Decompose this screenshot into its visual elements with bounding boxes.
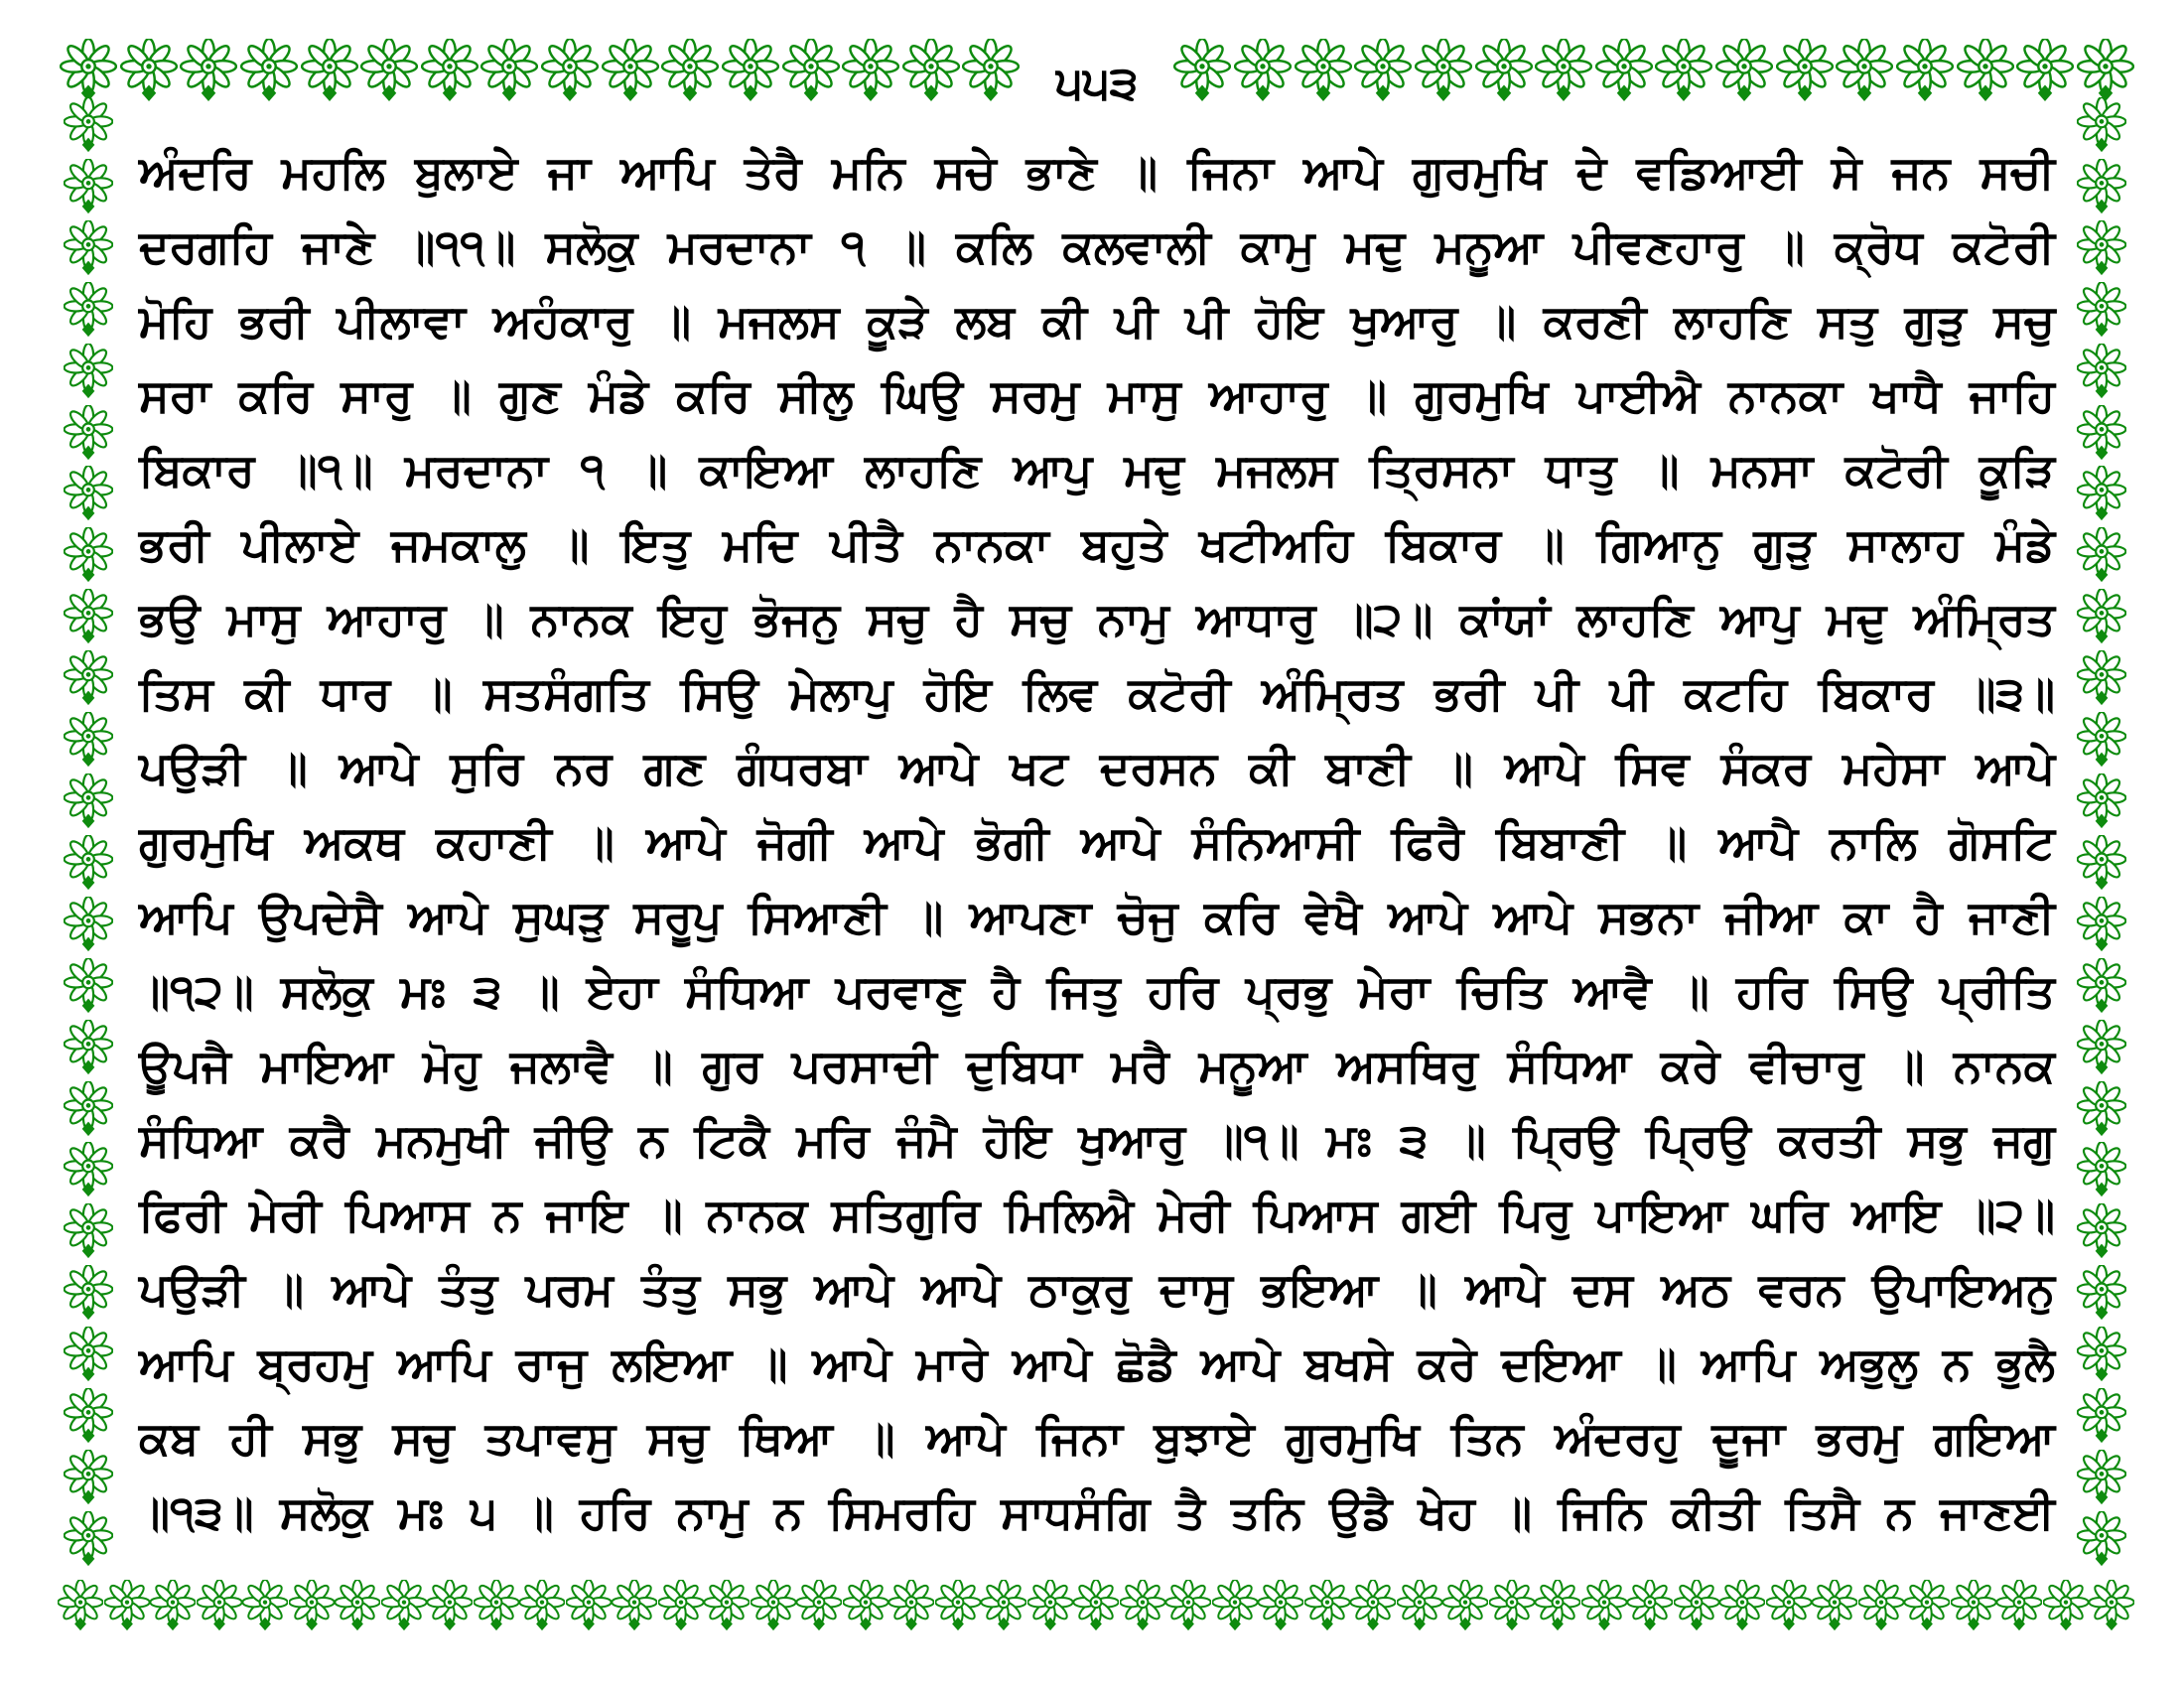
flower-ornament-icon	[242, 1580, 288, 1631]
flower-ornament-icon	[104, 1580, 150, 1631]
flower-ornament-icon	[1475, 39, 1533, 102]
flower-ornament-icon	[1415, 39, 1472, 102]
flower-ornament-icon	[1776, 39, 1834, 102]
flower-ornament-icon	[150, 1580, 196, 1631]
flower-ornament-icon	[1295, 39, 1352, 102]
flower-ornament-icon	[1719, 1580, 1765, 1631]
text-line: ਆਪਿ ਬ੍ਰਹਮੁ ਆਪਿ ਰਾਜੁ ਲਇਆ ॥ ਆਪੇ ਮਾਰੇ ਆਪੇ ਛੋਡੈ ਆਪੇ ਬਖਸੇ ਕਰੇ ਦਇਆ ॥ ਆਪਿ ਅਭੁਲੁ ਨ ਭੁਲੈ	[139, 1336, 2055, 1390]
flower-ornament-icon	[962, 39, 1020, 102]
text-line: ॥੧੩॥ ਸਲੋਕੁ ਮਃ ੫ ॥ ਹਰਿ ਨਾਮੁ ਨ ਸਿਮਰਹਿ ਸਾਧਸੰਗਿ ਤੈ ਤਨਿ ਉਡੈ ਖੇਹ ॥ ਜਿਨਿ ਕੀਤੀ ਤਿਸੈ ਨ ਜਾਣਈ	[139, 1485, 2055, 1539]
flower-ornament-icon	[2077, 97, 2126, 153]
flower-ornament-icon	[335, 1580, 380, 1631]
page-number: ੫੫੩	[1055, 56, 1139, 109]
flower-ornament-icon	[2077, 589, 2126, 644]
right-border	[2075, 97, 2128, 1567]
flower-ornament-icon	[2077, 1327, 2126, 1382]
flower-ornament-icon	[64, 897, 113, 952]
text-line: ਸੰਧਿਆ ਕਰੈ ਮਨਮੁਖੀ ਜੀਉ ਨ ਟਿਕੈ ਮਰਿ ਜੰਮੈ ਹੋਇ ਖੁਆਰੁ ॥੧॥ ਮਃ ੩ ॥ ਪ੍ਰਿਉ ਪ੍ਰਿਉ ਕਰਤੀ ਸਭੁ ਜਗੁ	[139, 1113, 2055, 1167]
flower-ornament-icon	[1397, 1580, 1442, 1631]
text-line: ਆਪਿ ਉਪਦੇਸੈ ਆਪੇ ਸੁਘੜੁ ਸਰੂਪੁ ਸਿਆਣੀ ॥ ਆਪਣਾ ਚੋਜੁ ਕਰਿ ਵੇਖੈ ਆਪੇ ਆਪੇ ਸਭਨਾ ਜੀਆ ਕਾ ਹੈ ਜਾਣੀ	[139, 890, 2055, 943]
flower-ornament-icon	[2016, 39, 2074, 102]
flower-ornament-icon	[64, 159, 113, 214]
flower-ornament-icon	[1442, 1580, 1488, 1631]
flower-ornament-icon	[2077, 650, 2126, 706]
text-line: ॥੧੨॥ ਸਲੋਕੁ ਮਃ ੩ ॥ ਏਹਾ ਸੰਧਿਆ ਪਰਵਾਣੁ ਹੈ ਜਿਤੁ ਹਰਿ ਪ੍ਰਭੁ ਮੇਰਾ ਚਿਤਿ ਆਵੈ ॥ ਹਰਿ ਸਿਉ ਪ੍ਰੀਤਿ	[139, 964, 2055, 1018]
flower-ornament-icon	[474, 1580, 519, 1631]
text-line: ਭਰੀ ਪੀਲਾਏ ਜਮਕਾਲੁ ॥ ਇਤੁ ਮਦਿ ਪੀਤੈ ਨਾਨਕਾ ਬਹੁਤੇ ਖਟੀਅਹਿ ਬਿਕਾਰ ॥ ਗਿਆਨੁ ਗੁੜੁ ਸਾਲਾਹ ਮੰਡੇ	[139, 517, 2055, 571]
flower-ornament-icon	[64, 1081, 113, 1137]
flower-ornament-icon	[2089, 1580, 2134, 1631]
flower-ornament-icon	[64, 1327, 113, 1382]
flower-ornament-icon	[1165, 1580, 1211, 1631]
flower-ornament-icon	[64, 1511, 113, 1567]
flower-ornament-icon	[1581, 1580, 1627, 1631]
flower-ornament-icon	[197, 1580, 242, 1631]
flower-ornament-icon	[64, 712, 113, 768]
flower-ornament-icon	[64, 97, 113, 153]
flower-ornament-icon	[64, 589, 113, 644]
flower-ornament-icon	[64, 344, 113, 399]
flower-ornament-icon	[289, 1580, 335, 1631]
flower-ornament-icon	[2077, 1388, 2126, 1444]
text-line: ਸਰਾ ਕਰਿ ਸਾਰੁ ॥ ਗੁਣ ਮੰਡੇ ਕਰਿ ਸੀਲੁ ਘਿਉ ਸਰਮੁ ਮਾਸੁ ਆਹਾਰੁ ॥ ਗੁਰਮੁਖਿ ਪਾਈਐ ਨਾਨਕਾ ਖਾਧੈ ਜਾਹਿ	[139, 368, 2055, 422]
flower-ornament-icon	[1715, 39, 1773, 102]
flower-ornament-icon	[602, 39, 659, 102]
text-line: ਅੰਦਰਿ ਮਹਲਿ ਬੁਲਾਏ ਜਾ ਆਪਿ ਤੇਰੈ ਮਨਿ ਸਚੇ ਭਾਣੇ ॥ ਜਿਨਾ ਆਪੇ ਗੁਰਮੁਖਿ ਦੇ ਵਡਿਆਈ ਸੇ ਜਨ ਸਚੀ	[139, 145, 2055, 199]
flower-ornament-icon	[64, 220, 113, 276]
flower-ornament-icon	[704, 1580, 750, 1631]
flower-ornament-icon	[2077, 39, 2134, 102]
flower-ornament-icon	[661, 39, 719, 102]
flower-ornament-icon	[2077, 1081, 2126, 1137]
flower-ornament-icon	[796, 1580, 842, 1631]
flower-ornament-icon	[1766, 1580, 1812, 1631]
flower-ornament-icon	[658, 1580, 704, 1631]
flower-ornament-icon	[480, 39, 538, 102]
flower-ornament-icon	[64, 466, 113, 521]
text-line: ਦਰਗਹਿ ਜਾਣੇ ॥੧੧॥ ਸਲੋਕੁ ਮਰਦਾਨਾ ੧ ॥ ਕਲਿ ਕਲਵਾਲੀ ਕਾਮੁ ਮਦੁ ਮਨੂਆ ਪੀਵਣਹਾਰੁ ॥ ਕ੍ਰੋਧ ਕਟੋਰੀ	[139, 219, 2055, 273]
flower-ornament-icon	[64, 282, 113, 338]
flower-ornament-icon	[1996, 1580, 2042, 1631]
text-line: ਬਿਕਾਰ ॥੧॥ ਮਰਦਾਨਾ ੧ ॥ ਕਾਇਆ ਲਾਹਣਿ ਆਪੁ ਮਦੁ ਮਜਲਸ ਤ੍ਰਿਸਨਾ ਧਾਤੁ ॥ ਮਨਸਾ ਕਟੋਰੀ ਕੂੜਿ	[139, 443, 2055, 496]
flower-ornament-icon	[842, 39, 899, 102]
top-border-left-ornaments	[60, 39, 1021, 102]
flower-ornament-icon	[2077, 527, 2126, 583]
flower-ornament-icon	[360, 39, 418, 102]
flower-ornament-icon	[2077, 1203, 2126, 1259]
text-line: ਭਉ ਮਾਸੁ ਆਹਾਰੁ ॥ ਨਾਨਕ ਇਹੁ ਭੋਜਨੁ ਸਚੁ ਹੈ ਸਚੁ ਨਾਮੁ ਆਧਾਰੁ ॥੨॥ ਕਾਂਯਾਂ ਲਾਹਣਿ ਆਪੁ ਮਦੁ ਅੰਮ੍ਰਿਤ	[139, 592, 2055, 645]
flower-ornament-icon	[1304, 1580, 1350, 1631]
flower-ornament-icon	[64, 958, 113, 1014]
flower-ornament-icon	[1836, 39, 1893, 102]
flower-ornament-icon	[902, 39, 960, 102]
flower-ornament-icon	[421, 39, 478, 102]
flower-ornament-icon	[301, 39, 358, 102]
flower-ornament-icon	[2077, 897, 2126, 952]
flower-ornament-icon	[1595, 39, 1653, 102]
left-border	[62, 97, 115, 1567]
text-line: ਪਉੜੀ ॥ ਆਪੇ ਤੰਤੁ ਪਰਮ ਤੰਤੁ ਸਭੁ ਆਪੇ ਆਪੇ ਠਾਕੁਰੁ ਦਾਸੁ ਭਇਆ ॥ ਆਪੇ ਦਸ ਅਠ ਵਰਨ ਉਪਾਇਅਨੁ	[139, 1262, 2055, 1316]
top-border	[60, 34, 2134, 107]
text-line: ਪਉੜੀ ॥ ਆਪੇ ਸੁਰਿ ਨਰ ਗਣ ਗੰਧਰਬਾ ਆਪੇ ਖਟ ਦਰਸਨ ਕੀ ਬਾਣੀ ॥ ਆਪੇ ਸਿਵ ਸੰਕਰ ਮਹੇਸਾ ਆਪੇ	[139, 741, 2055, 794]
text-line: ਊਪਜੈ ਮਾਇਆ ਮੋਹੁ ਜਲਾਵੈ ॥ ਗੁਰ ਪਰਸਾਦੀ ਦੁਬਿਧਾ ਮਰੈ ਮਨੂਆ ਅਸਥਿਰੁ ਸੰਧਿਆ ਕਰੇ ਵੀਚਾਰੁ ॥ ਨਾਨਕ	[139, 1039, 2056, 1092]
bottom-border	[58, 1571, 2134, 1640]
flower-ornament-icon	[751, 1580, 796, 1631]
flower-ornament-icon	[1120, 1580, 1165, 1631]
scripture-text-block	[139, 135, 2055, 1550]
flower-ornament-icon	[566, 1580, 612, 1631]
flower-ornament-icon	[1350, 1580, 1396, 1631]
flower-ornament-icon	[64, 405, 113, 461]
flower-ornament-icon	[843, 1580, 888, 1631]
flower-ornament-icon	[120, 39, 178, 102]
flower-ornament-icon	[1655, 39, 1712, 102]
flower-ornament-icon	[519, 1580, 565, 1631]
flower-ornament-icon	[60, 39, 117, 102]
flower-ornament-icon	[1858, 1580, 1904, 1631]
flower-ornament-icon	[1957, 39, 2014, 102]
flower-ornament-icon	[1896, 39, 1954, 102]
flower-ornament-icon	[1812, 1580, 1857, 1631]
flower-ornament-icon	[1212, 1580, 1258, 1631]
flower-ornament-icon	[1234, 39, 1292, 102]
flower-ornament-icon	[64, 1450, 113, 1505]
flower-ornament-icon	[1489, 1580, 1535, 1631]
flower-ornament-icon	[240, 39, 298, 102]
flower-ornament-icon	[381, 1580, 427, 1631]
flower-ornament-icon	[2077, 1020, 2126, 1075]
flower-ornament-icon	[1027, 1580, 1073, 1631]
flower-ornament-icon	[2077, 1142, 2126, 1197]
top-border-right-ornaments	[1173, 39, 2134, 102]
flower-ornament-icon	[2077, 958, 2126, 1014]
flower-ornament-icon	[1173, 39, 1231, 102]
flower-ornament-icon	[782, 39, 840, 102]
flower-ornament-icon	[2077, 159, 2126, 214]
text-line: ਤਿਸ ਕੀ ਧਾਰ ॥ ਸਤਸੰਗਤਿ ਸਿਉ ਮੇਲਾਪੁ ਹੋਇ ਲਿਵ ਕਟੋਰੀ ਅੰਮ੍ਰਿਤ ਭਰੀ ਪੀ ਪੀ ਕਟਹਿ ਬਿਕਾਰ ॥੩॥	[139, 666, 2055, 720]
flower-ornament-icon	[2077, 774, 2126, 829]
flower-ornament-icon	[981, 1580, 1026, 1631]
text-line: ਫਿਰੀ ਮੇਰੀ ਪਿਆਸ ਨ ਜਾਇ ॥ ਨਾਨਕ ਸਤਿਗੁਰਿ ਮਿਲਿਐ ਮੇਰੀ ਪਿਆਸ ਗਈ ਪਿਰੁ ਪਾਇਆ ਘਰਿ ਆਇ ॥੨॥	[139, 1188, 2055, 1241]
flower-ornament-icon	[64, 1020, 113, 1075]
flower-ornament-icon	[2077, 712, 2126, 768]
flower-ornament-icon	[2077, 466, 2126, 521]
flower-ornament-icon	[612, 1580, 657, 1631]
flower-ornament-icon	[2077, 344, 2126, 399]
flower-ornament-icon	[2077, 220, 2126, 276]
flower-ornament-icon	[1674, 1580, 1719, 1631]
flower-ornament-icon	[541, 39, 599, 102]
flower-ornament-icon	[64, 1142, 113, 1197]
flower-ornament-icon	[64, 774, 113, 829]
flower-ornament-icon	[64, 650, 113, 706]
flower-ornament-icon	[888, 1580, 934, 1631]
flower-ornament-icon	[2077, 1450, 2126, 1505]
flower-ornament-icon	[722, 39, 779, 102]
flower-ornament-icon	[1535, 1580, 1580, 1631]
flower-ornament-icon	[1627, 1580, 1673, 1631]
flower-ornament-icon	[64, 835, 113, 891]
flower-ornament-icon	[2077, 1265, 2126, 1321]
flower-ornament-icon	[1354, 39, 1412, 102]
flower-ornament-icon	[1073, 1580, 1119, 1631]
flower-ornament-icon	[2077, 1511, 2126, 1567]
flower-ornament-icon	[427, 1580, 473, 1631]
flower-ornament-icon	[180, 39, 237, 102]
flower-ornament-icon	[935, 1580, 981, 1631]
flower-ornament-icon	[1951, 1580, 1996, 1631]
text-line: ਮੋਹਿ ਭਰੀ ਪੀਲਾਵਾ ਅਹੰਕਾਰੁ ॥ ਮਜਲਸ ਕੂੜੇ ਲਬ ਕੀ ਪੀ ਪੀ ਹੋਇ ਖੁਆਰੁ ॥ ਕਰਣੀ ਲਾਹਣਿ ਸਤੁ ਗੁੜੁ ਸਚੁ	[139, 294, 2055, 348]
flower-ornament-icon	[2077, 405, 2126, 461]
flower-ornament-icon	[64, 1203, 113, 1259]
flower-ornament-icon	[58, 1580, 103, 1631]
flower-ornament-icon	[64, 527, 113, 583]
flower-ornament-icon	[64, 1265, 113, 1321]
flower-ornament-icon	[2077, 282, 2126, 338]
text-line: ਕਬ ਹੀ ਸਭੁ ਸਚੁ ਤਪਾਵਸੁ ਸਚੁ ਥਿਆ ॥ ਆਪੇ ਜਿਨਾ ਬੁਝਾਏ ਗੁਰਮੁਖਿ ਤਿਨ ਅੰਦਰਹੁ ਦੂਜਾ ਭਰਮੁ ਗਇਆ	[139, 1411, 2055, 1465]
flower-ornament-icon	[64, 1388, 113, 1444]
flower-ornament-icon	[2077, 835, 2126, 891]
flower-ornament-icon	[1904, 1580, 1950, 1631]
flower-ornament-icon	[1535, 39, 1592, 102]
flower-ornament-icon	[2043, 1580, 2089, 1631]
flower-ornament-icon	[1258, 1580, 1303, 1631]
text-line: ਗੁਰਮੁਖਿ ਅਕਥ ਕਹਾਣੀ ॥ ਆਪੇ ਜੋਗੀ ਆਪੇ ਭੋਗੀ ਆਪੇ ਸੰਨਿਆਸੀ ਫਿਰੈ ਬਿਬਾਣੀ ॥ ਆਪੈ ਨਾਲਿ ਗੋਸਟਿ	[139, 815, 2055, 869]
